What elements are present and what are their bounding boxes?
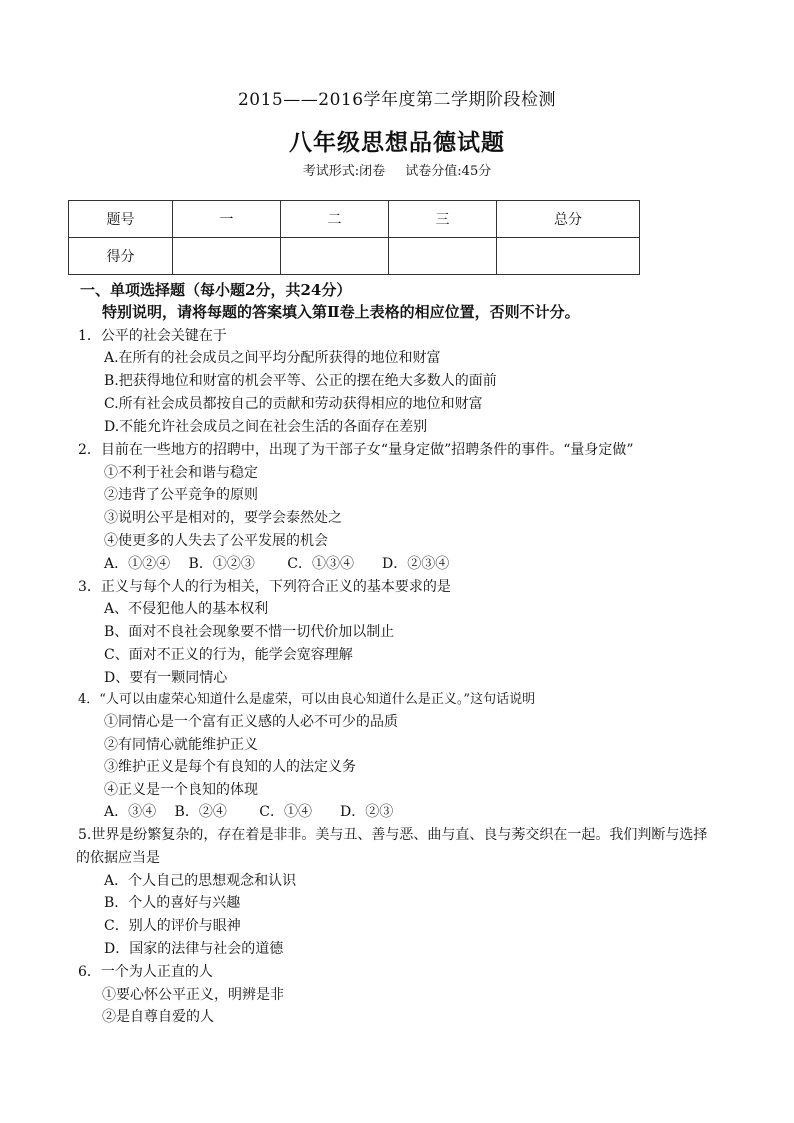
score-row-label: 得分 [69,238,173,275]
question-option: B.把获得地位和财富的机会平等、公正的摆在绝大多数人的面前 [104,373,497,389]
total-score: 试卷分值:45分 [405,164,492,179]
score-header-cell: 题号 [69,201,173,238]
question-stem-continued: 的依据应当是 [76,850,160,866]
score-table-score-row [69,238,640,275]
question-option: ④使更多的人失去了公平发展的机会 [104,533,328,549]
score-cell [497,238,640,275]
section-title: 一、单项选择题（每小题2分，共24分） [80,281,352,299]
question-option: B．个人的喜好与兴趣 [104,895,241,911]
score-cell [389,238,497,275]
question-option: ①不利于社会和谐与稳定 [104,465,258,481]
score-header-cell: 三 [389,201,497,238]
question-option: C、面对不正义的行为，能学会宽容理解 [104,647,353,663]
question-option: C.所有社会成员都按自己的贡献和劳动获得相应的地位和财富 [104,396,483,412]
question-stem: 6．一个为人正直的人 [78,964,213,980]
score-table [68,200,640,275]
question-option: ②有同情心就能维护正义 [104,737,258,753]
exam-form: 考试形式:闭卷 [302,164,386,179]
question-option: ①同情心是一个富有正义感的人必不可少的品质 [104,714,398,730]
question-option: D．国家的法律与社会的道德 [104,941,284,957]
score-table-header-row [69,201,640,238]
question-stem: 3．正义与每个人的行为相关，下列符合正义的基本要求的是 [78,579,451,595]
exam-title: 2015——2016学年度第二学期阶段检测 [237,90,557,110]
question-option: D、要有一颗同情心 [104,670,228,686]
question-option: A．个人自己的思想观念和认识 [104,873,297,889]
question-option: D.不能允许社会成员之间在社会生活的各面存在差别 [104,419,428,435]
question-option: ④正义是一个良知的体现 [104,782,258,798]
question-option: C．别人的评价与眼神 [104,918,241,934]
question-option: ①要心怀公平正义，明辨是非 [102,987,284,1003]
question-answer-choices: A．①②④ B．①②③ C．①③④ D．②③④ [104,556,450,572]
score-header-cell: 一 [173,201,281,238]
subject-title: 八年级思想品德试题 [289,129,505,156]
score-header-cell: 总分 [497,201,640,238]
question-stem: 2．目前在一些地方的招聘中，出现了为干部子女“量身定做”招聘条件的事件。“量身定做” [78,442,634,458]
question-option: ②是自尊自爱的人 [102,1009,214,1025]
question-option: A.在所有的社会成员之间平均分配所获得的地位和财富 [104,350,441,366]
score-cell [173,238,281,275]
question-option: B、面对不良社会现象要不惜一切代价加以制止 [104,624,395,640]
question-option: ②违背了公平竞争的原则 [104,487,258,503]
question-option: ③说明公平是相对的，要学会泰然处之 [104,510,342,526]
score-header-cell: 二 [281,201,389,238]
exam-info [0,160,794,179]
score-cell [281,238,389,275]
question-stem: 5.世界是纷繁复杂的，存在着是非非。美与丑、善与恶、曲与直、良与莠交织在一起。我们判断与选择 [78,827,708,843]
question-option: A、不侵犯他人的基本权利 [104,601,269,617]
question-stem: 4．“人可以由虚荣心知道什么是虚荣，可以由良心知道什么是正义。”这句话说明 [78,692,536,707]
question-answer-choices: A．③④ B．②④ C．①④ D．②③ [104,804,394,820]
question-stem: 1．公平的社会关键在于 [78,328,227,344]
section-note: 特别说明，请将每题的答案填入第Ⅱ卷上表格的相应位置，否则不计分。 [102,303,580,321]
question-option: ③维护正义是每个有良知的人的法定义务 [104,759,356,775]
